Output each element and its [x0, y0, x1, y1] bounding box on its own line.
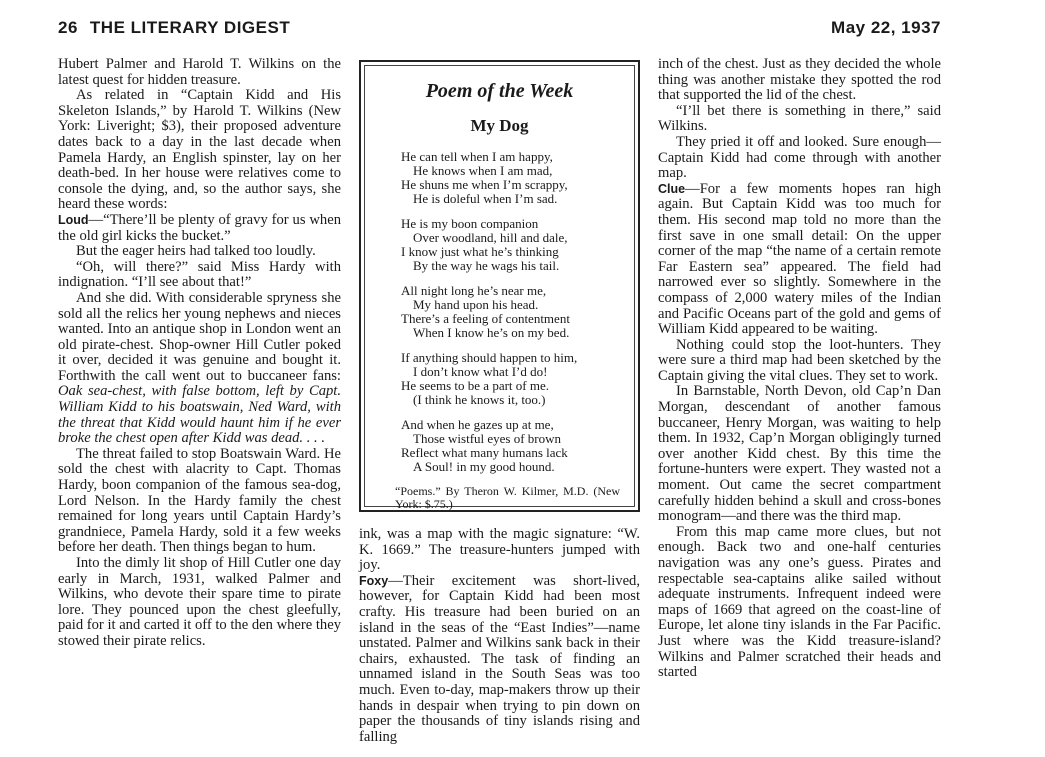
paragraph-loud	[58, 213, 341, 244]
poem-line: He knows when I am mad,	[413, 163, 553, 178]
poem-line: And when he gazes up at me,	[401, 417, 554, 432]
poem-line: There’s a feeling of contentment	[401, 311, 570, 326]
italic-notice: Oak sea-chest, with false bottom, left by Capt. William Kidd to his boatswain, Ned Ward, with the threat that Kidd would haunt him if he ever broke the chest open after Kidd was dead. . . .	[58, 383, 341, 447]
paragraph: In Barnstable, North Devon, old Cap’n Dan Morgan, descendant of another famous buccaneer, Henry Morgan, was waiting to help them. In 1932, Cap’n Morgan obligingly turned over another Kidd chest. By this time the fortune-hunters were expert. They wasted not a moment. Out came the secret compartment carefully hidden behind a skull and cross-bones monogram—and there was the third map.	[658, 383, 941, 525]
header-left	[58, 18, 290, 38]
poem-line: Reflect what many humans lack	[401, 445, 568, 460]
publication-title: THE LITERARY DIGEST	[89, 18, 291, 37]
poem-line: A Soul! in my good hound.	[413, 459, 555, 474]
poem-stanza	[401, 284, 620, 340]
paragraph: As related in “Captain Kidd and His Skeleton Islands,” by Harold T. Wilkins (New York: Liveright; $3), their proposed adventure dates back to a day in the last decade when Pamela Hardy, an English spinster, lay on her death-bed. In her house were relatives come to console the dying, and, so the author says, she heard these words:	[58, 87, 341, 213]
paragraph-clue	[658, 182, 941, 338]
section-keyword: Foxy	[359, 573, 389, 588]
poem-line: He is doleful when I’m sad.	[413, 191, 558, 206]
poem-line: My hand upon his head.	[413, 297, 539, 312]
poem-stanza	[401, 351, 620, 407]
paragraph: The threat failed to stop Boatswain Ward. He sold the chest with alacrity to Capt. Thomas Hardy, boon companion of the famous sea-dog, Lord Nelson. In the Hardy family the chest remained for long years until Captain Hardy’s grandniece, Pamela Hardy, sold it a few weeks before her death. Then things began to hum.	[58, 445, 341, 556]
paragraph: Into the dimly lit shop of Hill Cutler one day early in March, 1931, walked Palmer and Wilkins, who devote their spare time to pirate lore. They pounced upon the chest gleefully, paid for it and carted it off to the den where they stowed their pirate relics.	[58, 555, 341, 649]
paragraph-foxy	[359, 574, 640, 746]
paragraph: Nothing could stop the loot-hunters. They were sure a third map had been sketched by the Captain giving the vital clues. They set to work.	[658, 336, 941, 384]
poem-line: He seems to be a part of me.	[401, 378, 550, 393]
poem-stanza	[401, 217, 620, 273]
page-number: 26	[58, 18, 78, 37]
poem-line: I know just what he’s thinking	[401, 244, 559, 259]
poem-stanza	[401, 418, 620, 474]
section-keyword: Clue	[658, 181, 686, 196]
paragraph: They pried it off and looked. Sure enough—Captain Kidd had come through with another map.	[658, 133, 941, 182]
poem-line: If anything should happen to him,	[401, 350, 578, 365]
poem-line: I don’t know what I’d do!	[413, 364, 548, 379]
poem-line: (I think he knows it, too.)	[413, 392, 546, 407]
poem-line: Over woodland, hill and dale,	[413, 230, 568, 245]
article-column-3	[658, 57, 941, 681]
paragraph-text: —For a few moments hopes ran high again. But Captain Kidd was too much for them. His second map told no more than the first save in one small detail: On the upper corner of the map “the name of a certain remote Far Eastern sea” appeared. The field had narrowed ever so slightly. Somewhere in the compass of 2,000 watery miles of the Indian and Pacific Oceans part of the gold and gems of William Kidd appeared to be waiting.	[658, 180, 941, 338]
article-column-1	[58, 57, 341, 650]
poem-line: All night long he’s near me,	[401, 283, 547, 298]
paragraph-text: And she did. With considerable spryness she sold all the relics her young nephews and nieces wanted. Into an antique shop in London went an old pirate-chest. Shop-owner Hill Cutler poked it over, decided it was genuine and bought it. Forthwith the call went out to buccaneer fans:	[58, 289, 341, 384]
page-header	[58, 18, 941, 42]
paragraph: inch of the chest. Just as they decided the whole thing was another mistake they spotted the rod that supported the lid of the chest.	[658, 56, 941, 104]
poem-title: My Dog	[470, 116, 529, 135]
paragraph: Hubert Palmer and Harold T. Wilkins on the latest quest for hidden treasure.	[58, 56, 341, 88]
poem-box	[359, 60, 640, 512]
paragraph: “Oh, will there?” said Miss Hardy with indignation. “I’ll see about that!”	[58, 258, 341, 291]
paragraph-text: —“There’ll be plenty of gravy for us when the old girl kicks the bucket.”	[58, 211, 341, 244]
poem-heading: Poem of the Week	[425, 80, 574, 102]
poem-stanza	[401, 150, 620, 206]
paragraph: “I’ll bet there is something in there,” said Wilkins.	[658, 102, 941, 135]
section-keyword: Loud	[58, 212, 89, 227]
poem-line: When I know he’s on my bed.	[413, 325, 570, 340]
poem-line: He is my boon companion	[401, 216, 539, 231]
article-column-2	[359, 527, 640, 745]
paragraph	[58, 291, 341, 447]
issue-date: May 22, 1937	[831, 18, 941, 37]
poem-credit: “Poems.” By Theron W. Kilmer, M.D. (New York: $.75.)	[395, 484, 620, 511]
paragraph-text: —Their excitement was short-lived, however, for Captain Kidd had been most crafty. His treasure had been buried on an island in the seas of the “East Indies”—name unstated. Palmer and Wilkins sank back in their chairs, exhausted. The task of finding an unnamed island in the South Seas was too much. Even to-day, map-makers throw up their hands in despair when trying to pin down on paper the thousands of tiny islands rising and falling	[359, 572, 640, 745]
paragraph: ink, was a map with the magic signature: “W. K. 1669.” The treasure-hunters jumped with joy.	[359, 526, 640, 574]
poem-line: By the way he wags his tail.	[413, 258, 560, 273]
poem-line: He can tell when I am happy,	[401, 149, 553, 164]
paragraph: But the eager heirs had talked too loudly.	[76, 243, 316, 260]
paragraph: From this map came more clues, but not enough. Back two and one-half centuries navigation was any one’s guess. Pirates and respectable sea-captains alike sailed without adequate instruments. Infrequent indeed were maps of 1669 that agreed on the coast-line of Europe, let alone tiny islands in the Far Pacific. Just where was the Kidd treasure-island? Wilkins and Palmer scratched their heads and started	[658, 523, 941, 681]
poem-line: He shuns me when I’m scrappy,	[401, 177, 568, 192]
poem-stanzas	[379, 150, 620, 474]
poem-line: Those wistful eyes of brown	[413, 431, 562, 446]
poem-inner-frame	[364, 65, 635, 511]
